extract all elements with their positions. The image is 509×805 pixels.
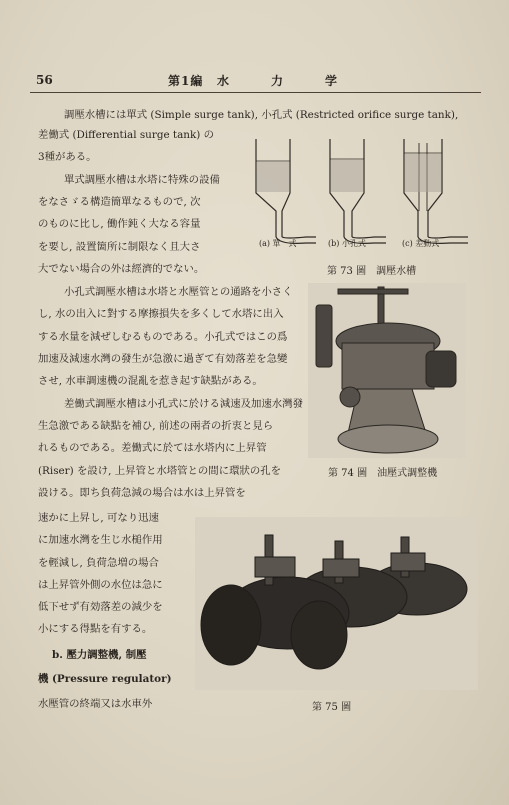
body-line: 速かに上昇し, 可なり迅速 [38, 512, 159, 524]
body-line: 大でない場合の外は經濟的でない。 [38, 263, 205, 275]
body-line: のものに比し, 働作鈍く大なる容量 [38, 218, 201, 230]
body-line: 生急激である缺點を補ひ, 前述の兩者の折衷と見ら [38, 420, 274, 432]
fig73-sub-label: (c) 差動式 [402, 239, 440, 248]
body-line: 低下せず有効落差の減少を [38, 601, 163, 613]
page-number: 56 [36, 73, 53, 87]
body-line: 3種がある。 [38, 151, 97, 163]
body-line: 單式調壓水槽は水塔に特殊の設備 [64, 174, 220, 186]
body-line: する水量を減ぜしむるものである。小孔式ではこの爲 [38, 331, 288, 343]
fig73-caption: 第 73 圖 調壓水槽 [327, 266, 417, 277]
fig73-sub-label: (a) 單 式 [259, 239, 297, 248]
pressure-regulators-photo [195, 517, 478, 690]
body-line: (Riser) を設け, 上昇管と水塔管との間に環狀の孔を [38, 465, 282, 477]
body-line: 加速及減速水灣の發生が急激に過ぎて有効落差を急變 [38, 353, 288, 365]
body-line: 水壓管の終端又は水車外 [38, 698, 153, 710]
section-heading: b. 壓力調整機, 制壓 [52, 649, 147, 661]
body-line: 差働式調壓水槽は小孔式に於ける減速及加速水灣發 [64, 398, 303, 410]
running-title-char: 力 [270, 74, 283, 88]
body-line: 小孔式調壓水槽は水塔と水壓管との通路を小さく [64, 286, 293, 298]
fig74-caption: 第 74 圖 油壓式調整機 [328, 468, 438, 479]
body-line: 設ける。即ち負荷急減の場合は水は上昇管を [38, 487, 246, 499]
running-title-char: 学 [324, 74, 337, 88]
body-line: をなさゞる構造簡單なるもので, 次 [38, 196, 201, 208]
body-line: れるものである。差働式に於ては水塔内に上昇管 [38, 442, 267, 454]
header-rule [30, 92, 481, 93]
body-line: 調壓水槽には單式 (Simple surge tank), 小孔式 (Restricted orifice surge tank), [64, 109, 459, 121]
running-head-title [217, 72, 337, 89]
fig73-sub-label: (b) 小孔式 [328, 239, 366, 248]
oil-pressure-regulator-photo [308, 283, 466, 458]
body-line: 小にする得點を有する。 [38, 623, 153, 635]
body-line: に加速水灣を生じ水槌作用 [38, 534, 163, 546]
body-line: を要し, 設置箇所に制限なく且大さ [38, 241, 201, 253]
body-line: を輕減し, 負荷急増の場合 [38, 557, 159, 569]
body-line: は上昇管外側の水位は急に [38, 579, 163, 591]
body-line: 機 (Pressure regulator) [38, 673, 172, 685]
fig75-caption: 第 75 圖 [312, 702, 352, 713]
body-line: させ, 水車調速機の混亂を惹き起す缺點がある。 [38, 375, 263, 387]
running-title-char: 水 [217, 74, 230, 88]
running-head-chapter: 第1編 [168, 74, 204, 88]
surge-tank-diagram [246, 133, 478, 251]
body-line: し, 水の出入に對する摩擦損失を多くして水塔に出入 [38, 308, 284, 320]
body-line: 差働式 (Differential surge tank) の [38, 129, 215, 141]
